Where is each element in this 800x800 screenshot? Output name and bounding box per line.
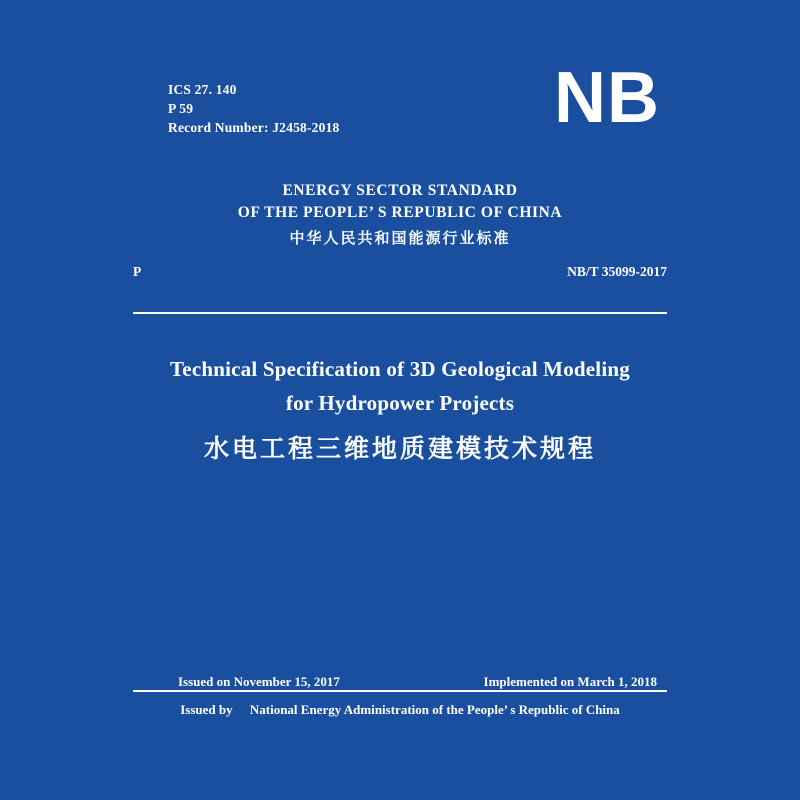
record-number: Record Number: J2458-2018 <box>168 120 340 135</box>
organization-line-cn: 中华人民共和国能源行业标准 <box>289 231 511 247</box>
organization-line-en-2: OF THE PEOPLE’ S REPUBLIC OF CHINA <box>237 204 563 221</box>
page-title-en-line-2: for Hydropower Projects <box>285 391 515 415</box>
category-letter: P <box>133 264 142 279</box>
classification-code: P 59 <box>168 101 194 116</box>
standard-number: NB/T 35099-2017 <box>567 264 667 279</box>
nb-logo: NB <box>554 58 660 138</box>
issuing-organization <box>0 180 800 250</box>
issue-date: Issued on November 15, 2017 <box>178 674 340 689</box>
standard-code-row <box>133 264 667 280</box>
organization-line-en-1: ENERGY SECTOR STANDARD <box>282 182 518 199</box>
divider-top <box>133 312 667 314</box>
issuer-name: National Energy Administration of the People’ s Republic of China <box>249 702 620 717</box>
divider-bottom <box>133 690 667 692</box>
page-title-cn: 水电工程三维地质建模技术规程 <box>203 436 596 463</box>
document-title <box>0 352 800 468</box>
issued-by-label: Issued by <box>180 702 233 717</box>
ics-number: ICS 27. 140 <box>168 82 237 97</box>
header-metadata <box>168 80 339 137</box>
dates-row <box>133 674 667 690</box>
issuer-row <box>0 702 800 718</box>
page-title-en-line-1: Technical Specification of 3D Geological Modeling <box>170 357 630 381</box>
implementation-date: Implemented on March 1, 2018 <box>483 674 657 689</box>
